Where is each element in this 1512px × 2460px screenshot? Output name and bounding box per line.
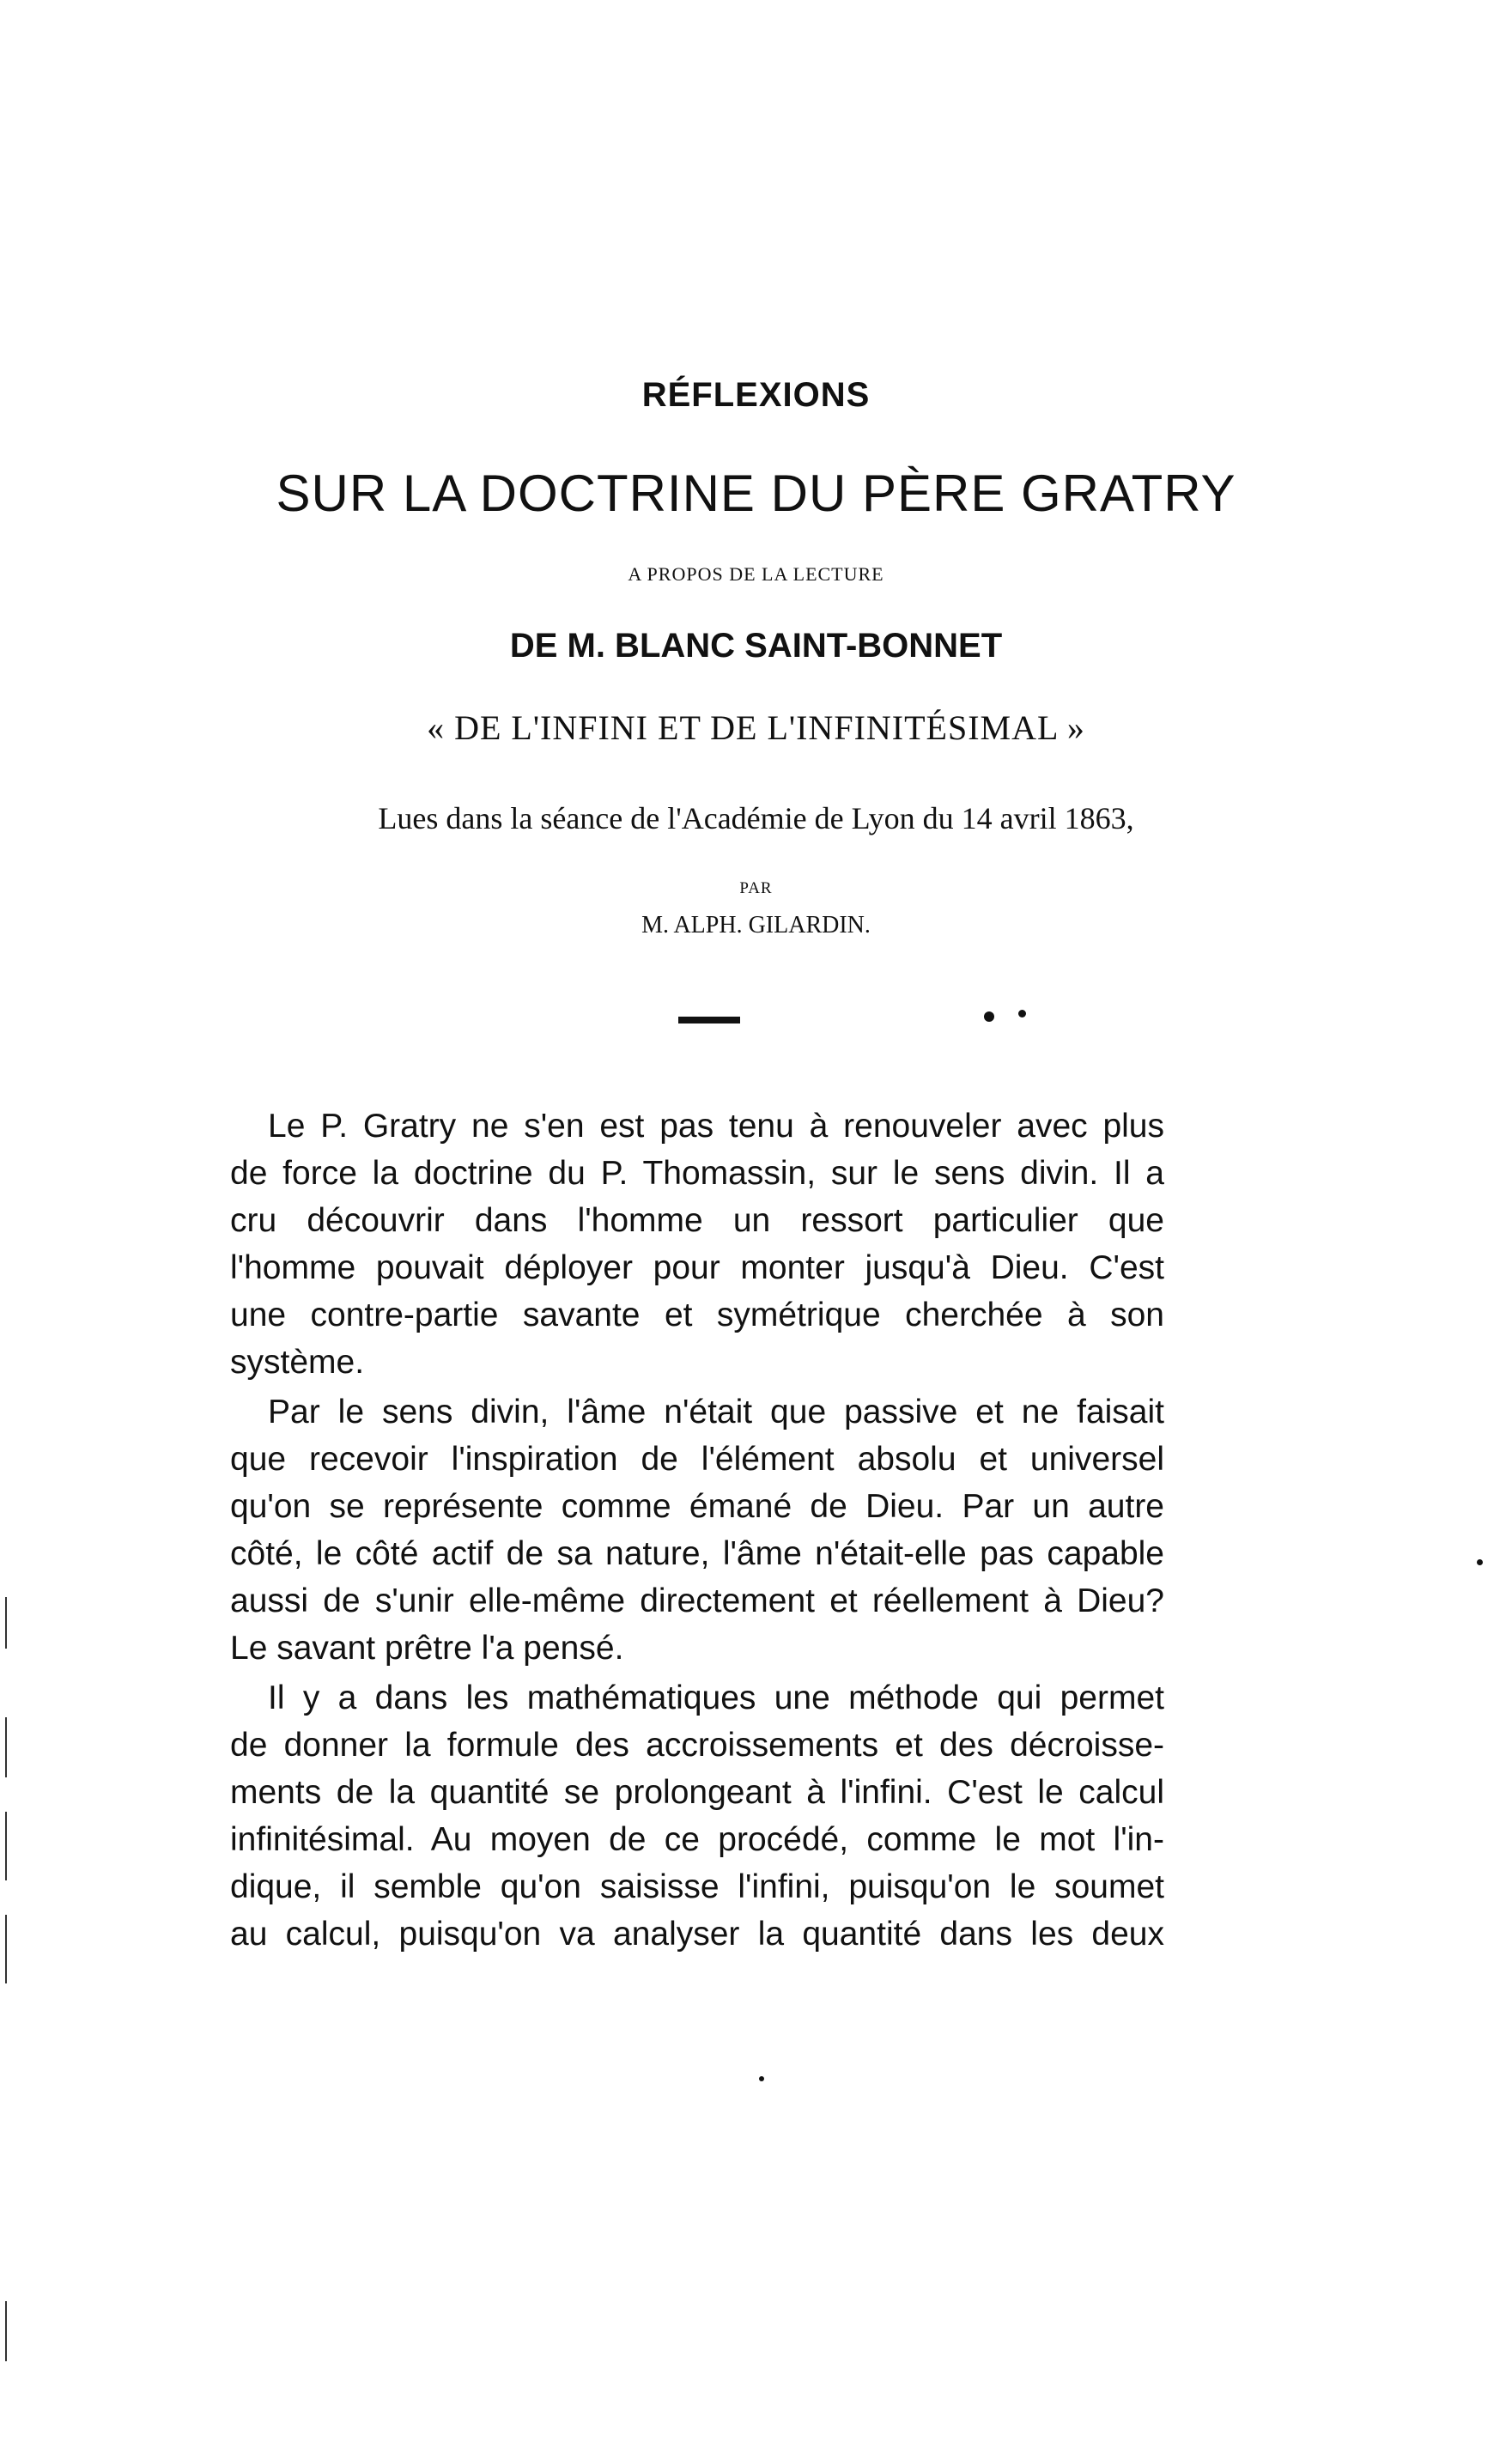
byline: M. ALPH. GILARDIN. — [641, 912, 871, 938]
text-line: une contre-partie savante et symétrique cherchée à son — [230, 1297, 1164, 1333]
scan-mark — [5, 1597, 7, 1649]
text-line: système. — [230, 1344, 365, 1381]
text-line: Il y a dans les mathématiques une méthode qui permet — [268, 1679, 1164, 1716]
ornament-dot — [984, 1011, 994, 1022]
scan-mark — [5, 1717, 7, 1777]
text-line: Le P. Gratry ne s'en est pas tenu à renouveler avec plus — [268, 1108, 1164, 1145]
text-line: qu'on se représente comme émané de Dieu. Par un autre — [230, 1488, 1164, 1525]
subtitle: SUR LA DOCTRINE DU PÈRE GRATRY — [276, 465, 1236, 522]
author-line: DE M. BLANC SAINT-BONNET — [509, 627, 1003, 665]
text-line: infinitésimal. Au moyen de ce procédé, comme le mot l'in- — [230, 1821, 1164, 1858]
text-line: de donner la formule des accroissements et des décroisse- — [230, 1727, 1164, 1764]
main-title: RÉFLEXIONS — [641, 376, 871, 414]
text-line: au calcul, puisqu'on va analyser la quantité dans les deux — [230, 1916, 1164, 1953]
speck — [759, 2076, 764, 2081]
par-line: PAR — [739, 879, 773, 897]
text-line: Le savant prêtre l'a pensé. — [230, 1630, 624, 1667]
speck — [1477, 1559, 1483, 1565]
apropos-line: A PROPOS DE LA LECTURE — [628, 563, 884, 585]
scan-mark — [5, 1915, 7, 1983]
text-line: aussi de s'unir elle-même directement et réellement à Dieu? — [230, 1582, 1164, 1619]
scan-mark — [5, 2301, 7, 2361]
text-line: que recevoir l'inspiration de l'élément absolu et universel — [230, 1441, 1164, 1478]
text-line: de force la doctrine du P. Thomassin, sur le sens divin. Il a — [230, 1155, 1164, 1192]
scan-mark — [5, 1812, 7, 1880]
text-line: cru découvrir dans l'homme un ressort particulier que — [230, 1202, 1164, 1239]
text-line: l'homme pouvait déployer pour monter jusqu'à Dieu. C'est — [230, 1249, 1164, 1286]
work-title-line: « DE L'INFINI ET DE L'INFINITÉSIMAL » — [427, 708, 1085, 747]
ornament-dot — [1018, 1010, 1026, 1017]
text-line: côté, le côté actif de sa nature, l'âme n'était-elle pas capable — [230, 1535, 1164, 1572]
paragraph — [230, 1674, 1164, 1958]
section-rule — [678, 1017, 740, 1023]
text-line: ments de la quantité se prolongeant à l'infini. C'est le calcul — [230, 1774, 1164, 1811]
text-line: dique, il semble qu'on saisisse l'infini, puisqu'on le soumet — [230, 1868, 1164, 1905]
body-text — [230, 1102, 1164, 1960]
paragraph — [230, 1388, 1164, 1672]
text-line: Par le sens divin, l'âme n'était que passive et ne faisait — [268, 1394, 1164, 1430]
paragraph — [230, 1102, 1164, 1386]
reading-date-line: Lues dans la séance de l'Académie de Lyon du 14 avril 1863, — [378, 801, 1134, 835]
